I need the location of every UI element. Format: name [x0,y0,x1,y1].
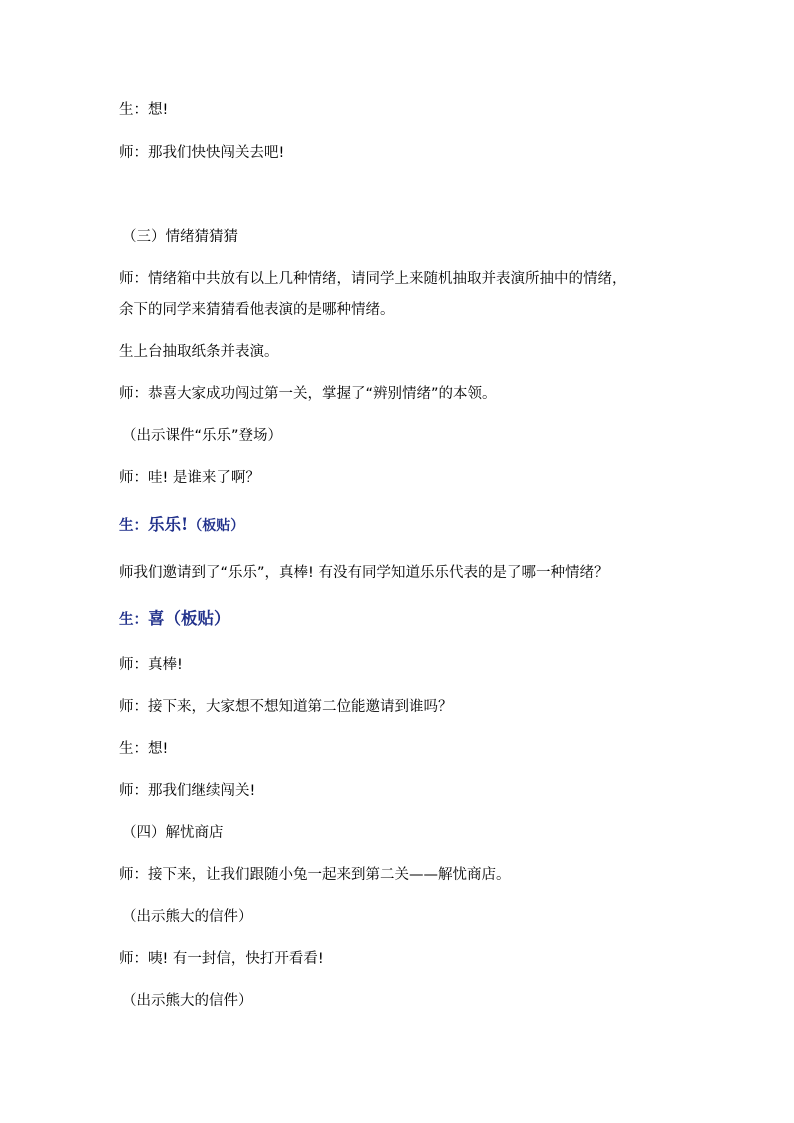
line-text: 我们邀请到了“乐乐”，真棒! 有没有同学知道乐乐代表的是了哪一种情绪？ [133,565,609,581]
board-note: （板贴） [164,609,231,628]
line-text: （出示课件“乐乐”登场） [122,428,283,444]
stage-direction [122,907,253,927]
speaker-label: 师： [119,699,148,715]
line-text: 情绪箱中共放有以上几种情绪，请同学上来随机抽取并表演所抽中的情绪， [148,271,627,287]
line-text: 哇! 是谁来了啊？ [148,470,260,486]
speaker-label: 师： [119,470,148,486]
section-heading [122,823,224,843]
speaker-label: 师： [119,951,148,967]
dialogue-line [119,384,497,404]
speaker-label: 师： [119,145,148,161]
dialogue-line-highlight [119,515,244,536]
line-text: 接下来，让我们跟随小兔一起来到第二关——解忧商店。 [148,867,511,883]
speaker-label: 生： [119,517,148,534]
speaker-label: 师： [119,867,148,883]
section-heading-text: （四）解忧商店 [122,825,224,841]
speaker-label: 生： [119,611,148,628]
dialogue-line [119,655,183,675]
line-text: 恭喜大家成功闯过第一关，掌握了“辨别情绪”的本领。 [148,386,497,402]
stage-direction [122,426,282,446]
line-text: 喜 [148,609,165,628]
line-text: 那我们继续闯关! [148,783,256,799]
speaker-label: 师： [119,783,148,799]
line-text: 生上台抽取纸条并表演。 [119,344,279,360]
dialogue-line [119,143,284,163]
board-note: （板贴） [188,518,245,534]
speaker-label: 生： [119,102,148,118]
section-heading-text: （三）情绪猜猜猜 [122,229,238,245]
dialogue-line [119,563,608,583]
dialogue-line [119,865,511,885]
dialogue-line-continuation [119,300,395,320]
speaker-label: 生： [119,741,148,757]
dialogue-line [119,100,168,120]
speaker-label: 师： [119,386,148,402]
dialogue-line [119,739,168,759]
section-heading [122,227,238,247]
line-text: 咦! 有一封信，快打开看看! [148,951,324,967]
dialogue-line [119,468,260,488]
line-text: 接下来，大家想不想知道第二位能邀请到谁吗？ [148,699,453,715]
line-text: 想! [148,102,169,118]
line-text: 那我们快快闯关去吧! [148,145,285,161]
dialogue-line [119,269,627,289]
line-text: 想! [148,741,169,757]
line-text: （出示熊大的信件） [122,909,253,925]
line-text: 真棒! [148,657,183,673]
speaker-label: 师： [119,271,148,287]
dialogue-line-highlight [119,609,231,630]
dialogue-line [119,949,324,969]
line-text: （出示熊大的信件） [122,993,253,1009]
line-text: 余下的同学来猜猜看他表演的是哪种情绪。 [119,302,395,318]
line-text: 乐乐! [148,515,189,534]
dialogue-line [119,697,453,717]
narration-line [119,342,279,362]
speaker-label: 师： [119,657,148,673]
dialogue-line [119,781,255,801]
speaker-label: 师 [119,565,134,581]
stage-direction [122,991,253,1011]
